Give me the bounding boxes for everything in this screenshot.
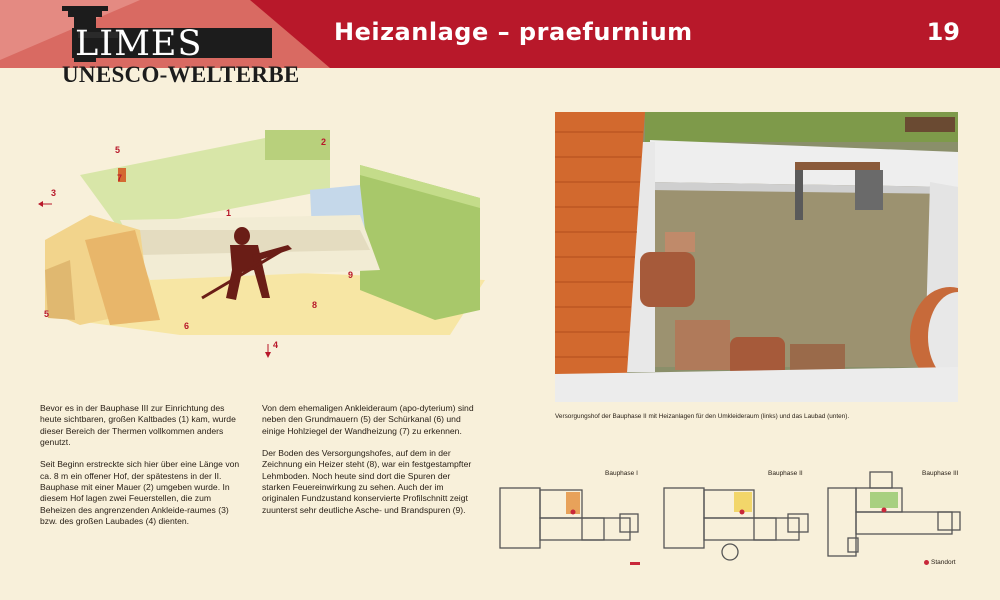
- paragraph: Seit Beginn erstreckte sich hier über eine Länge von ca. 8 m ein offener Hof, der spätestens in der II. Bauphase mit einer Mauer (2) umgeben wurde. In diesem Hof lagen zwei Feuerstellen, die zum Beheizen des angrenzenden Ankleide-raumes (3) bzw. des großen Laubades (4) dienten.: [40, 459, 240, 526]
- text-column-left: [40, 403, 240, 539]
- marker-7: 7: [117, 173, 123, 183]
- text-column-right: [262, 403, 477, 527]
- legend-label: Standort: [931, 559, 956, 566]
- paragraph: Von dem ehemaligen Ankleideraum (apo-dyterium) sind neben den Grundmauern (5) der Schürkanal (6) und einige Hohlziegel der Wandheizung (7) zu erkennen.: [262, 403, 474, 436]
- courtyard-rendering: [555, 112, 958, 402]
- floor-plan-phase-1: [498, 478, 643, 553]
- marker-5b: 5: [44, 309, 50, 319]
- floor-plan-phase-3: [826, 468, 966, 563]
- marker-1: 1: [226, 208, 232, 218]
- page-title: Heizanlage – praefurnium: [334, 18, 693, 46]
- courtyard-image: [555, 112, 958, 402]
- paragraph: Bevor es in der Bauphase III zur Einrichtung des heute sichtbaren, großen Kaltbades (1) kam, wurde dieser Bereich der Thermen vollkommen anders genutzt.: [40, 403, 236, 447]
- logo-word: LIMES: [75, 24, 203, 64]
- page-number: 19: [926, 18, 960, 46]
- marker-2: 2: [321, 137, 327, 147]
- marker-6: 6: [184, 321, 190, 331]
- plan-legend: [924, 559, 956, 566]
- logo-subtitle: UNESCO-WELTERBE: [62, 62, 300, 87]
- plan-label-1: Bauphase I: [605, 470, 638, 477]
- plan-label-2: Bauphase II: [768, 470, 803, 477]
- marker-3: 3: [51, 188, 57, 198]
- marker-8: 8: [312, 300, 318, 310]
- marker-9: 9: [348, 270, 354, 280]
- marker-4: 4: [273, 340, 279, 350]
- scale-bar: [630, 562, 640, 565]
- floor-plan-phase-2: [662, 478, 812, 563]
- excavation-illustration: [30, 120, 500, 360]
- reconstruction-drawing: [30, 120, 500, 360]
- plan-label-3: Bauphase III: [922, 470, 959, 477]
- location-dot-icon: [924, 560, 929, 565]
- paragraph: Der Boden des Versorgungshofes, auf dem in der Zeichnung ein Heizer steht (8), war ein festgestampfter Lehmboden. Noch heute sind dort die Spuren der starken Feuereinwirkung zu sehen. Auch der im originalen Fundzustand konservierte Profilschnitt zeigt zuunterst sehr deutliche Asche- und Brandspuren (9).: [262, 448, 472, 515]
- photo-caption: Versorgungshof der Bauphase II mit Heizanlagen für den Umkleideraum (links) und das Laubad (unten).: [555, 413, 850, 420]
- marker-5a: 5: [115, 145, 121, 155]
